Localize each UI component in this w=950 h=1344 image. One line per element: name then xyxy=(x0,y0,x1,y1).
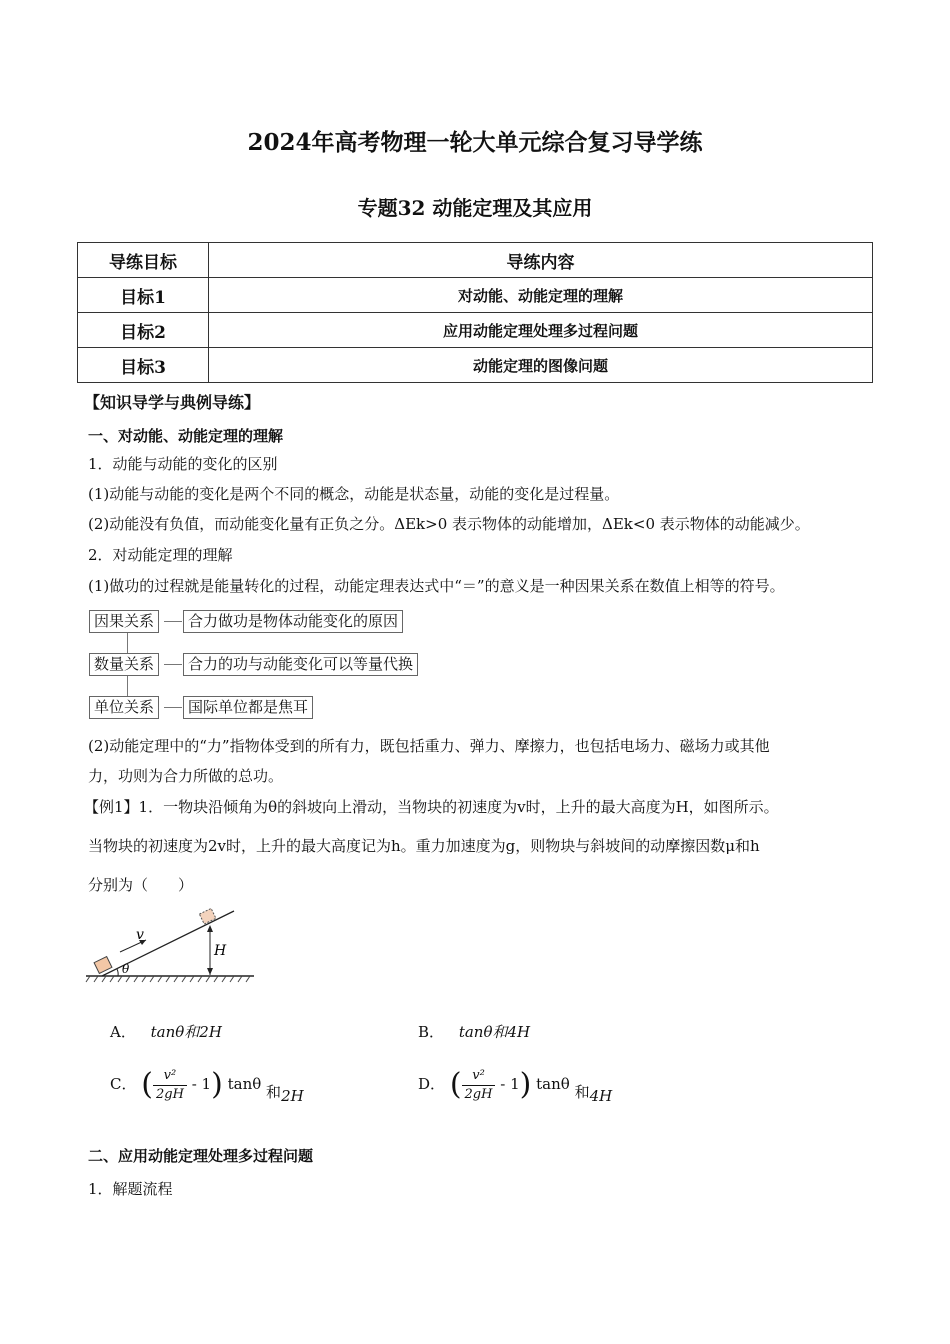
table-row xyxy=(78,348,873,383)
option-c-minus: - 1 xyxy=(191,1075,212,1093)
option-d[interactable] xyxy=(418,1058,612,1110)
page-subtitle: 专题32 动能定理及其应用 xyxy=(357,196,593,220)
flow-left-box: 单位关系 xyxy=(89,696,159,719)
table-cell: 目标2 xyxy=(78,313,209,348)
flow-dash xyxy=(164,621,182,622)
table-header-row xyxy=(78,243,873,278)
paren-open-icon: ( xyxy=(449,1067,462,1102)
option-d-fraction: $\frac{\text{v²}}{2gH}$ xyxy=(462,1067,496,1104)
angle-label: θ xyxy=(122,962,130,976)
table-cell: 动能定理的图像问题 xyxy=(209,348,873,383)
item2-paragraph-2a: (2)动能定理中的“力”指物体受到的所有力，既包括重力、弹力、摩擦力，也包括电场力、磁场力或其他 xyxy=(88,737,770,755)
velocity-label: v xyxy=(136,927,144,943)
flow-right-box: 国际单位都是焦耳 xyxy=(183,696,313,719)
option-d-value: 4H xyxy=(589,1087,613,1105)
flow-connector xyxy=(127,632,128,654)
option-b-label: B． xyxy=(418,1023,445,1041)
paren-close-icon: ) xyxy=(519,1067,532,1102)
option-a[interactable] xyxy=(110,1021,222,1042)
option-c-label: C． xyxy=(110,1075,137,1093)
section-heading: 【知识导学与典例导练】 xyxy=(84,393,261,412)
goals-table xyxy=(77,242,873,383)
option-c-and: 和 xyxy=(266,1083,282,1101)
option-a-text: tanθ和2H xyxy=(150,1023,222,1041)
option-d-label: D． xyxy=(418,1075,446,1093)
option-b-text: tanθ和4H xyxy=(458,1023,531,1041)
block-lower xyxy=(94,957,112,974)
example1-line-1: 【例1】1．一物块沿倾角为θ的斜坡向上滑动，当物块的初速度为v时，上升的最大高度为H，如图所示。 xyxy=(84,798,779,816)
item1-paragraph-1: (1)动能与动能的变化是两个不同的概念，动能是状态量，动能的变化是过程量。 xyxy=(88,485,620,503)
item2-paragraph-1: (1)做功的过程就是能量转化的过程，动能定理表达式中“＝”的意义是一种因果关系在数值上相等的符号。 xyxy=(88,577,785,595)
option-c-fraction: $\frac{\text{v²}}{2gH}$ xyxy=(153,1067,187,1104)
option-d-minus: - 1 xyxy=(500,1075,520,1093)
part1-heading: 一、对动能、动能定理的理解 xyxy=(88,427,284,445)
flow-connector xyxy=(127,675,128,697)
part2-heading: 二、应用动能定理处理多过程问题 xyxy=(88,1147,314,1165)
flow-left-box: 因果关系 xyxy=(89,610,159,633)
table-cell: 应用动能定理处理多过程问题 xyxy=(209,313,873,348)
table-header-cell: 导练内容 xyxy=(209,243,873,278)
option-c-tan: tanθ xyxy=(227,1075,262,1093)
table-row xyxy=(78,313,873,348)
table-cell: 目标3 xyxy=(78,348,209,383)
option-d-and: 和 xyxy=(574,1083,590,1101)
option-c[interactable] xyxy=(110,1058,304,1110)
incline-figure xyxy=(84,905,259,985)
example1-line-3: 分别为（ ） xyxy=(88,876,194,894)
height-label: H xyxy=(214,943,227,959)
paren-open-icon: ( xyxy=(141,1067,153,1102)
item1-title: 1．动能与动能的变化的区别 xyxy=(88,455,278,473)
flow-right-box: 合力的功与动能变化可以等量代换 xyxy=(183,653,418,676)
option-a-label: A． xyxy=(110,1023,136,1041)
table-header-cell: 导练目标 xyxy=(78,243,209,278)
page-title: 2024年高考物理一轮大单元综合复习导学练 xyxy=(247,129,703,156)
item2-title: 2．对动能定理的理解 xyxy=(88,546,233,564)
table-cell: 对动能、动能定理的理解 xyxy=(209,278,873,313)
option-b[interactable] xyxy=(418,1021,530,1042)
flow-left-box: 数量关系 xyxy=(89,653,159,676)
item2-paragraph-2b: 力，功则为合力所做的总功。 xyxy=(88,767,284,785)
flow-dash xyxy=(164,664,182,665)
table-cell: 目标1 xyxy=(78,278,209,313)
flow-dash xyxy=(164,707,182,708)
item1-paragraph-2: (2)动能没有负值，而动能变化量有正负之分。ΔEk>0 表示物体的动能增加，ΔEk<0 表示物体的动能减少。 xyxy=(88,515,810,533)
option-c-value: 2H xyxy=(281,1087,304,1105)
paren-close-icon: ) xyxy=(211,1067,223,1102)
flow-right-box: 合力做功是物体动能变化的原因 xyxy=(183,610,403,633)
option-d-tan: tanθ xyxy=(536,1075,570,1093)
example1-line-2: 当物块的初速度为2v时，上升的最大高度记为h。重力加速度为g，则物块与斜坡间的动摩擦因数μ和h xyxy=(88,837,760,855)
table-row xyxy=(78,278,873,313)
part2-item1-title: 1．解题流程 xyxy=(88,1180,173,1198)
